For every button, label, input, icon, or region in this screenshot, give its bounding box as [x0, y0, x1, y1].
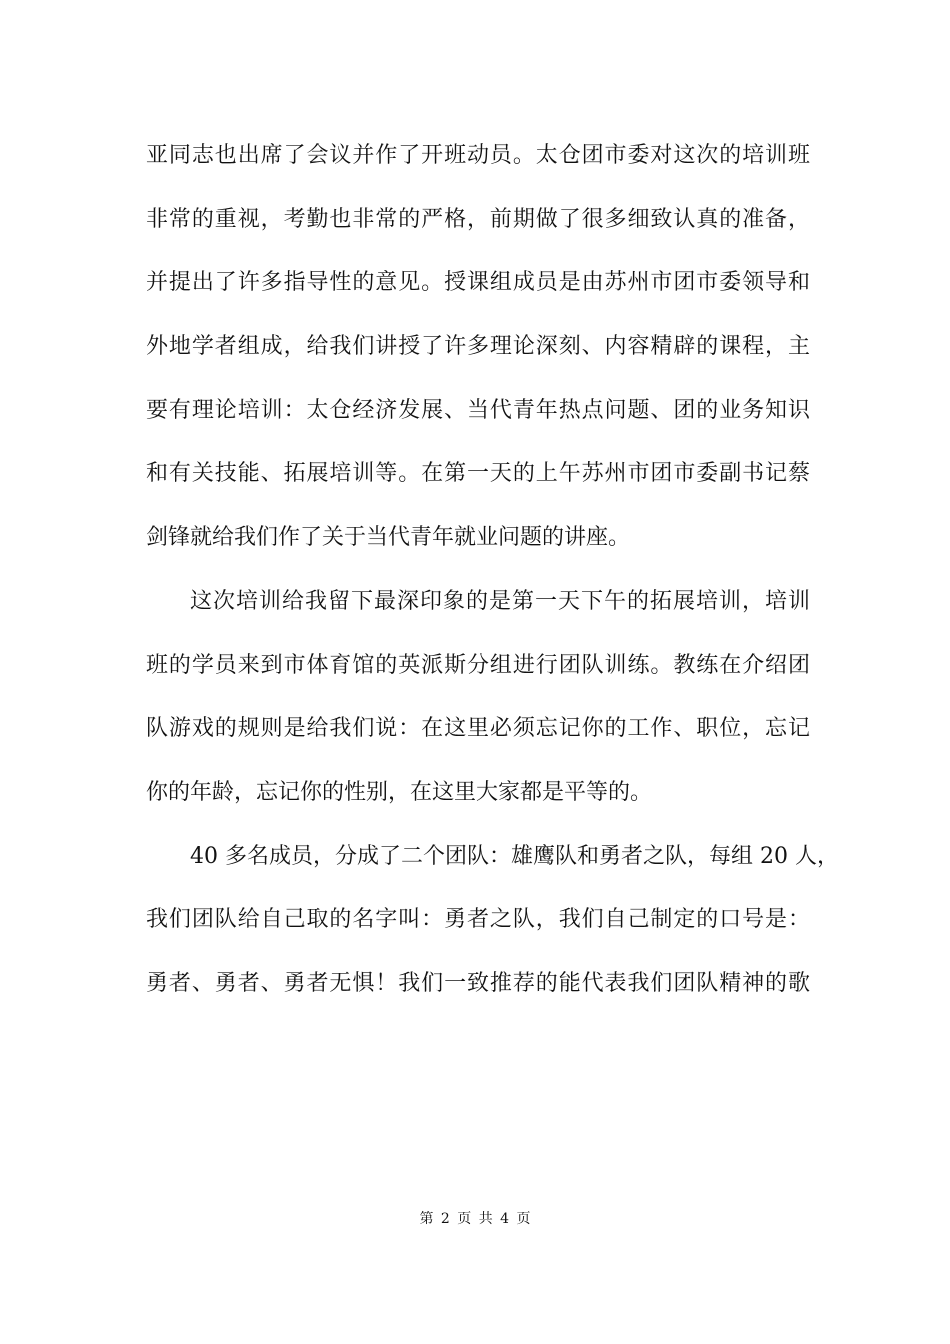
page-number-footer: 第 2 页 共 4 页	[419, 1211, 531, 1227]
text-line: 非常的重视，考勤也非常的严格，前期做了很多细致认真的准备，	[146, 206, 810, 232]
text-line: 勇者、勇者、勇者无惧！我们一致推荐的能代表我们团队精神的歌	[146, 970, 810, 996]
text-line: 剑锋就给我们作了关于当代青年就业问题的讲座。	[146, 525, 631, 551]
text-line: 班的学员来到市体育馆的英派斯分组进行团队训练。教练在介绍团	[146, 652, 810, 678]
text-line: 要有理论培训：太仓经济发展、当代青年热点问题、团的业务知识	[146, 397, 810, 423]
text-line: 40 多名成员，分成了二个团队：雄鹰队和勇者之队，每组 20 人，	[190, 843, 839, 869]
text-line: 并提出了许多指导性的意见。授课组成员是由苏州市团市委领导和	[146, 270, 810, 296]
text-line: 和有关技能、拓展培训等。在第一天的上午苏州市团市委副书记蔡	[146, 461, 810, 487]
document-body	[146, 130, 839, 1022]
text-line: 这次培训给我留下最深印象的是第一天下午的拓展培训，培训	[190, 588, 810, 614]
text-line: 亚同志也出席了会议并作了开班动员。太仓团市委对这次的培训班	[146, 143, 810, 168]
text-line: 你的年龄，忘记你的性别，在这里大家都是平等的。	[146, 779, 653, 805]
text-line: 我们团队给自己取的名字叫：勇者之队，我们自己制定的口号是：	[146, 907, 810, 933]
text-line: 外地学者组成，给我们讲授了许多理论深刻、内容精辟的课程，主	[146, 334, 810, 360]
text-line: 队游戏的规则是给我们说：在这里必须忘记你的工作、职位，忘记	[146, 716, 810, 742]
